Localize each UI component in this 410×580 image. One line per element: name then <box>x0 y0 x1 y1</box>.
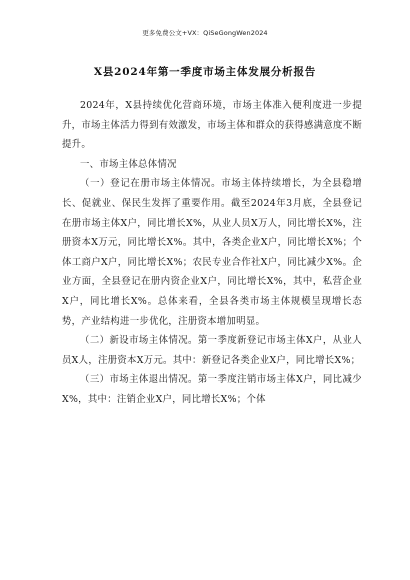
paragraph-intro: 2024年，X县持续优化营商环境，市场主体准入便利度进一步提升，市场主体活力得到有效激发，市场主体和群众的获得感满意度不断提升。 <box>62 100 362 151</box>
paragraph-new-entities: （二）新设市场主体情况。第一季度新登记市场主体X户，从业人员X人，注册资本X万元。其中：新登记各类企业X户，同比增长X%； <box>62 335 362 366</box>
header-note: 更多免费公文+VX：QiSeGongWen2024 <box>142 29 268 37</box>
document-title: X县2024年第一季度市场主体发展分析报告 <box>93 66 317 78</box>
section-heading-overview: 一、市场主体总体情况 <box>80 158 177 170</box>
paragraph-registered-entities: （一）登记在册市场主体情况。市场主体持续增长，为全县稳增长、促就业、保民生发挥了重要作用。截至2024年3月底，全县登记在册市场主体X户，同比增长X%，从业人员X万人，同比增长X%，注册资本X万元，同比增长X%。其中，各类企业X户，同比增长X%；个体工商户X户，同比增长X%；农民专业合作社X户，同比减少X%。企业方面，全县登记在册内资企业X户，同比增长X%，其中，私营企业X户，同比增长X%。总体来看，全县各类市场主体规模呈现增长态势，产业结构进一步优化，注册资本增加明显。 <box>62 178 362 327</box>
document-body <box>62 96 362 410</box>
paragraph-exited-entities: （三）市场主体退出情况。第一季度注销市场主体X户，同比减少X%，其中：注销企业X户，同比增长X%；个体 <box>62 374 362 405</box>
